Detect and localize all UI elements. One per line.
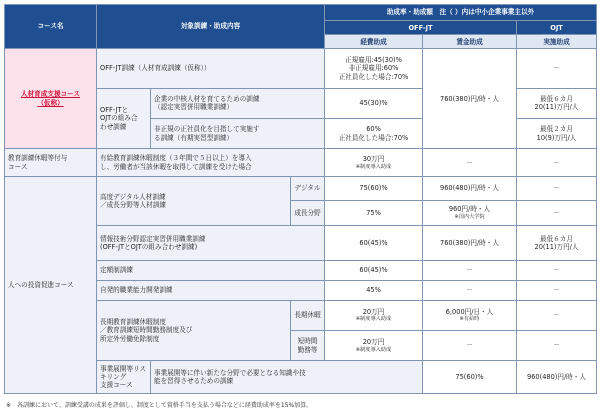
long-leave-label: 長期休暇 bbox=[291, 300, 325, 330]
offjt-ojt: － bbox=[517, 49, 597, 89]
long-leave-ojt: － bbox=[517, 300, 597, 330]
self-ojt: － bbox=[517, 280, 597, 300]
combo-label: OFF-JTと OJTの組み合 わせ訓練 bbox=[97, 88, 151, 149]
long-leave-cost-value: 20万円 bbox=[362, 307, 385, 316]
combo-core-training: 企業の中核人材を育てるための訓練 （認定実習併用職業訓練） bbox=[151, 88, 325, 118]
combo-fixed-term-training: 非正規の正社員化を目指して実施す る訓練（有期実習型訓練） bbox=[151, 119, 325, 149]
course-investment: 人への投資促進コース bbox=[5, 177, 97, 394]
header-offjt: OFF-JT bbox=[325, 21, 517, 35]
digital-group: 高度デジタル人材訓練 ／成長分野等人材訓練 bbox=[97, 177, 291, 226]
short-time-label: 短時間 勤務等 bbox=[291, 331, 325, 361]
growth-wage-note: ※国内大学院 bbox=[454, 213, 485, 220]
digital-wage: 960(480)円/時・人 bbox=[423, 177, 517, 200]
header-target: 対象訓練・助成内容 bbox=[97, 5, 325, 49]
header-ojt: OJT bbox=[517, 21, 597, 35]
course-education-leave: 教育訓練休暇等付与 コース bbox=[5, 149, 97, 177]
it-wage: 760(380)円/時・人 bbox=[423, 226, 517, 261]
long-leave-group: 長期教育訓練休暇制度 ／教育訓練短時間勤務制度及び 所定外労働免除制度 bbox=[97, 300, 291, 361]
subscription-ojt: － bbox=[517, 261, 597, 281]
it-cost: 60(45)% bbox=[325, 226, 423, 261]
course-hr-development-label: 人材育成支援コース （仮称） bbox=[20, 90, 80, 107]
digital-ojt: － bbox=[517, 177, 597, 200]
subscription-training: 定額制訓練 bbox=[97, 261, 325, 281]
short-time-cost bbox=[325, 331, 423, 361]
header-cost: 経費助成 bbox=[325, 35, 423, 49]
reskill-wage: 960(480)円/時・人 bbox=[517, 361, 597, 394]
leave-cost bbox=[325, 149, 423, 177]
subsidy-table bbox=[4, 4, 597, 394]
offjt-cost: 正規雇用:45(30)% 非正規雇用:60% 正社員化した場合:70% bbox=[325, 49, 423, 89]
long-leave-wage bbox=[423, 300, 517, 330]
leave-cost-value: 30万円 bbox=[362, 155, 385, 164]
growth-label: 成長分野 bbox=[291, 200, 325, 226]
it-ojt: 最低６カ月 20(11)万円/人 bbox=[517, 226, 597, 261]
long-leave-wage-value: 6,000円/日・人 bbox=[445, 307, 494, 316]
combo-fixed-term-ojt: 最低２カ月 10(9)万円/人 bbox=[517, 119, 597, 149]
reskill-description: 事業展開等に伴い新たな分野で必要となる知識や技 能を習得させるための訓練 bbox=[151, 361, 423, 394]
long-leave-wage-note: ※有給時 bbox=[459, 316, 480, 323]
leave-description: 有給教育訓練休暇制度（３年間で５日以上）を導入 し、労働者が当該休暇を取得して訓練を受けた場合 bbox=[97, 149, 325, 177]
combo-core-cost: 45(30)% bbox=[325, 88, 423, 118]
short-time-ojt: － bbox=[517, 331, 597, 361]
digital-label: デジタル bbox=[291, 177, 325, 200]
offjt-training: OFF-JT訓練（人材育成訓練（仮称）） bbox=[97, 49, 325, 89]
growth-cost: 75% bbox=[325, 200, 423, 226]
long-leave-cost bbox=[325, 300, 423, 330]
hr-wage: 760(380)円/時・人 bbox=[423, 49, 517, 149]
leave-wage: － bbox=[423, 149, 517, 177]
short-time-cost-note: ※制度導入助成 bbox=[355, 346, 392, 353]
course-hr-development bbox=[5, 49, 97, 149]
self-cost: 45% bbox=[325, 280, 423, 300]
header-impl: 実施助成 bbox=[517, 35, 597, 49]
growth-wage-value: 960円/時・人 bbox=[448, 205, 491, 214]
subscription-cost: 60(45)% bbox=[325, 261, 423, 281]
header-rate-note: 助成率・助成額 注（ ）内は中小企業事業主以外 bbox=[325, 5, 597, 21]
short-time-wage: － bbox=[423, 331, 517, 361]
reskill-cost: 75(60)% bbox=[423, 361, 517, 394]
course-reskilling: 事業展開等リスキリング 支援コース bbox=[97, 361, 151, 394]
leave-cost-note: ※制度導入助成 bbox=[355, 163, 392, 170]
it-training: 情報技術分野認定実習併用職業訓練 (OFF-JTとOJTの組み合わせ訓練) bbox=[97, 226, 325, 261]
combo-fixed-term-cost: 60% 正社員化した場合:70% bbox=[325, 119, 423, 149]
leave-ojt: － bbox=[517, 149, 597, 177]
subscription-wage: － bbox=[423, 261, 517, 281]
combo-core-ojt: 最低６カ月 20(11)万円/人 bbox=[517, 88, 597, 118]
header-wage: 賃金助成 bbox=[423, 35, 517, 49]
long-leave-cost-note: ※制度導入助成 bbox=[355, 316, 392, 323]
self-wage: － bbox=[423, 280, 517, 300]
footnote: ※ 各訓練において、訓練受講の成果を評価し、制度として資格手当を支払う場合などに経費助成率を15%加算。 bbox=[6, 402, 313, 409]
self-training: 自発的職業能力開発訓練 bbox=[97, 280, 325, 300]
growth-ojt: － bbox=[517, 200, 597, 226]
growth-wage bbox=[423, 200, 517, 226]
digital-cost: 75(60)% bbox=[325, 177, 423, 200]
short-time-cost-value: 20万円 bbox=[362, 338, 385, 347]
header-course: コース名 bbox=[5, 5, 97, 49]
